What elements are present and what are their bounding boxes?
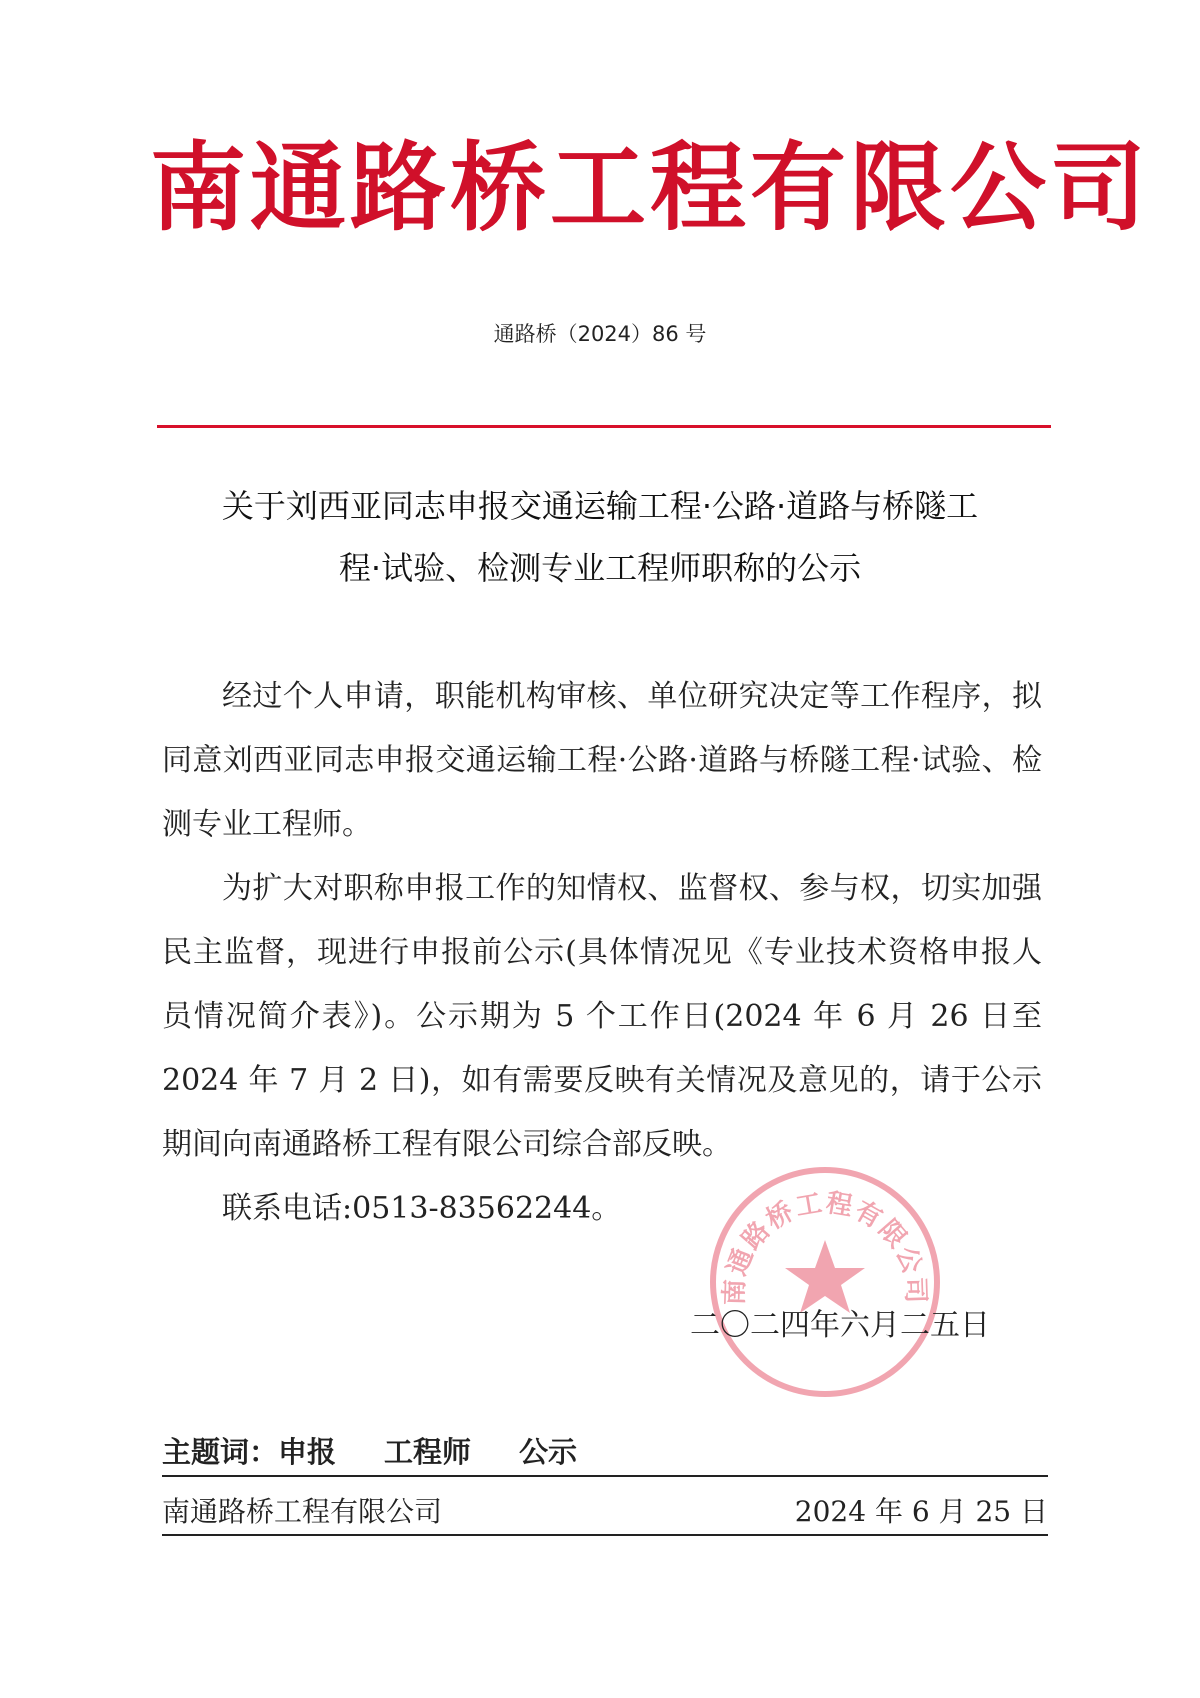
contact-phone: 联系电话:0513-83562244。 xyxy=(222,1191,622,1226)
keywords-row xyxy=(162,1430,1048,1477)
notice-title-line-1: 关于刘西亚同志申报交通运输工程·公路·道路与桥隧工 xyxy=(221,487,979,525)
company-seal xyxy=(705,1162,945,1402)
keywords-label: 主题词： xyxy=(162,1435,279,1469)
notice-title-line-2: 程·试验、检测专业工程师职称的公示 xyxy=(338,549,862,587)
red-divider xyxy=(157,425,1051,428)
notice-title xyxy=(150,475,1050,599)
issuer-name: 南通路桥工程有限公司 xyxy=(162,1495,443,1528)
paragraph-application: 经过个人申请，职能机构审核、单位研究决定等工作程序，拟同意刘西亚同志申报交通运输工程·公路·道路与桥隧工程·试验、检测专业工程师。 xyxy=(162,679,1042,842)
document-number: 通路桥（2024）86 号 xyxy=(493,322,707,346)
keyword-1: 申报 xyxy=(278,1435,337,1469)
signature-date: 二〇二四年六月二五日 xyxy=(690,1308,990,1343)
keyword-2: 工程师 xyxy=(384,1435,472,1469)
issue-date: 2024 年 6 月 25 日 xyxy=(794,1495,1048,1528)
paragraph-publicity: 为扩大对职称申报工作的知情权、监督权、参与权，切实加强民主监督，现进行申报前公示(具体情况见《专业技术资格申报人员情况简介表》)。公示期为 5 个工作日(2024 年 6 月 26 日至 2024 年 7 月 2 日)，如有需要反映有关情况及意见的，请于公示期间向南通路桥工程有限公司综合部反映。 xyxy=(162,871,1042,1162)
notice-body xyxy=(162,665,1042,1241)
keyword-3: 公示 xyxy=(519,1435,578,1469)
company-header: 南通路桥工程有限公司 xyxy=(150,132,1150,244)
seal-text-path: 南通路桥工程有限公司 xyxy=(719,1188,931,1306)
issuer-row xyxy=(162,1490,1048,1536)
